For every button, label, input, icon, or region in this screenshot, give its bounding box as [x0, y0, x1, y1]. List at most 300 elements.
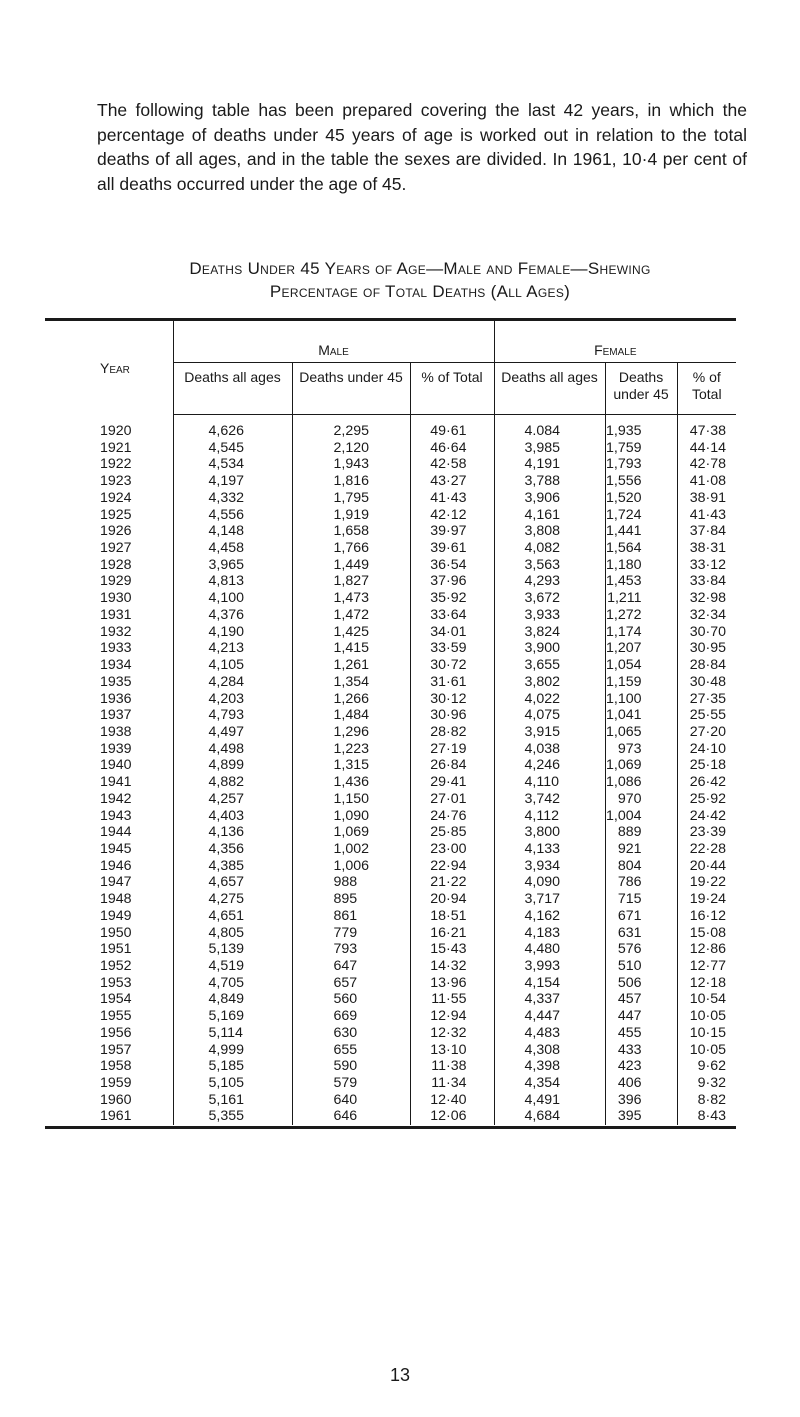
male-pct-total-cell: 27·19 [410, 741, 494, 758]
male-deaths-all-ages-cell: 4,376 [173, 607, 292, 624]
table-bottom-rule [45, 1126, 736, 1129]
male-deaths-under-45-cell: 988 [333, 874, 358, 891]
male-deaths-under-45-cell: 895 [333, 891, 358, 908]
male-pct-total-cell: 25·85 [410, 824, 494, 841]
female-pct-total-cell: 41·43 [677, 507, 736, 524]
male-deaths-under-45-cell: 646 [333, 1108, 358, 1125]
male-pct-total-cell: 28·82 [410, 724, 494, 741]
male-pct-total-cell: 42·58 [410, 456, 494, 473]
male-deaths-all-ages-cell: 4,813 [173, 573, 292, 590]
male-deaths-under-45-cell: 590 [333, 1058, 358, 1075]
male-deaths-under-45-cell: 2,120 [333, 439, 370, 456]
female-deaths-under-45-cell: 1,556 [606, 473, 642, 490]
year-cell: 1957 [45, 1042, 173, 1059]
female-pct-total-cell: 10·54 [677, 991, 736, 1008]
female-deaths-all-ages-cell: 3,563 [494, 557, 605, 574]
male-deaths-under-45-cell: 1,816 [333, 473, 370, 490]
header-female-deaths-all-ages: Deaths all ages [494, 363, 605, 415]
table-title-line-2: Percentage of Total Deaths (All Ages) [269, 282, 571, 301]
table-row [45, 707, 736, 724]
female-deaths-under-45-cell: 973 [617, 740, 642, 757]
table-title [50, 257, 790, 303]
female-deaths-under-45-cell: 1,759 [606, 439, 642, 456]
male-deaths-under-45-cell: 1,425 [333, 623, 370, 640]
female-deaths-under-45-cell: 1,159 [606, 673, 642, 690]
male-deaths-all-ages-cell: 4,257 [173, 791, 292, 808]
male-deaths-all-ages-cell: 4,284 [173, 674, 292, 691]
year-cell: 1958 [45, 1058, 173, 1075]
female-deaths-all-ages-cell: 3,655 [494, 657, 605, 674]
male-deaths-all-ages-cell: 4,190 [173, 624, 292, 641]
male-deaths-under-45-cell: 1,795 [333, 489, 370, 506]
table-row [45, 607, 736, 624]
female-pct-total-cell: 8·43 [677, 1108, 736, 1125]
table-row [45, 741, 736, 758]
female-pct-total-cell: 30·95 [677, 640, 736, 657]
header-year: Year [45, 321, 173, 415]
male-pct-total-cell: 11·38 [410, 1058, 494, 1075]
header-male-pct-total: % of Total [410, 363, 494, 415]
male-deaths-all-ages-cell: 4,356 [173, 841, 292, 858]
male-deaths-all-ages-cell: 4,497 [173, 724, 292, 741]
male-deaths-under-45-cell: 647 [333, 958, 358, 974]
year-cell: 1930 [45, 590, 173, 607]
female-pct-total-cell: 27·20 [677, 724, 736, 741]
female-deaths-under-45-cell: 671 [617, 907, 642, 924]
female-deaths-under-45-cell: 1,564 [606, 540, 642, 557]
year-cell: 1935 [45, 674, 173, 691]
table-row [45, 540, 736, 557]
male-deaths-under-45-cell: 1,658 [333, 523, 370, 540]
male-deaths-all-ages-cell: 5,169 [173, 1008, 292, 1025]
table-row [45, 490, 736, 507]
female-deaths-under-45-cell: 1,180 [606, 556, 642, 573]
female-deaths-all-ages-cell: 4,447 [494, 1008, 605, 1025]
male-deaths-all-ages-cell: 4,136 [173, 824, 292, 841]
male-deaths-under-45-cell: 1,484 [333, 707, 370, 724]
female-pct-total-cell: 9·32 [677, 1075, 736, 1092]
male-deaths-all-ages-cell: 4,403 [173, 808, 292, 825]
male-deaths-under-45-cell: 655 [333, 1041, 358, 1058]
male-deaths-all-ages-cell: 4,805 [173, 925, 292, 942]
male-deaths-all-ages-cell: 4,203 [173, 691, 292, 708]
male-deaths-under-45-cell: 861 [333, 907, 358, 924]
male-pct-total-cell: 14·32 [410, 958, 494, 975]
female-pct-total-cell: 12·86 [677, 941, 736, 958]
female-deaths-under-45-cell: 889 [617, 824, 642, 841]
male-pct-total-cell: 27·01 [410, 791, 494, 808]
male-pct-total-cell: 13·96 [410, 975, 494, 992]
female-deaths-all-ages-cell: 4.084 [494, 415, 605, 440]
female-pct-total-cell: 37·84 [677, 523, 736, 540]
male-deaths-under-45-cell: 1,827 [333, 573, 370, 590]
year-cell: 1953 [45, 975, 173, 992]
female-deaths-under-45-cell: 576 [617, 941, 642, 958]
male-deaths-all-ages-cell: 4,105 [173, 657, 292, 674]
female-pct-total-cell: 32·34 [677, 607, 736, 624]
male-deaths-under-45-cell: 640 [333, 1091, 358, 1108]
header-female-deaths-under-45: Deaths under 45 [605, 363, 677, 415]
female-deaths-under-45-cell: 1,086 [606, 774, 642, 791]
year-cell: 1929 [45, 573, 173, 590]
table-row [45, 858, 736, 875]
male-pct-total-cell: 36·54 [410, 557, 494, 574]
male-deaths-under-45-cell: 657 [333, 974, 358, 991]
male-deaths-all-ages-cell: 4,197 [173, 473, 292, 490]
female-deaths-all-ages-cell: 4,038 [494, 741, 605, 758]
female-pct-total-cell: 47·38 [677, 415, 736, 440]
male-pct-total-cell: 26·84 [410, 757, 494, 774]
female-deaths-all-ages-cell: 4,337 [494, 991, 605, 1008]
year-cell: 1937 [45, 707, 173, 724]
male-deaths-under-45-cell: 779 [333, 924, 358, 941]
male-deaths-all-ages-cell: 4,849 [173, 991, 292, 1008]
year-cell: 1945 [45, 841, 173, 858]
year-cell: 1948 [45, 891, 173, 908]
table-row [45, 1025, 736, 1042]
female-pct-total-cell: 32·98 [677, 590, 736, 607]
male-deaths-under-45-cell: 1,943 [333, 456, 370, 473]
female-deaths-under-45-cell: 455 [617, 1024, 642, 1041]
female-deaths-all-ages-cell: 3,824 [494, 624, 605, 641]
female-deaths-all-ages-cell: 3,800 [494, 824, 605, 841]
female-pct-total-cell: 10·15 [677, 1025, 736, 1042]
female-pct-total-cell: 22·28 [677, 841, 736, 858]
female-deaths-all-ages-cell: 3,900 [494, 640, 605, 657]
female-deaths-under-45-cell: 506 [617, 974, 642, 991]
female-deaths-under-45-cell: 1,211 [607, 590, 642, 607]
male-deaths-all-ages-cell: 4,651 [173, 908, 292, 925]
male-pct-total-cell: 20·94 [410, 891, 494, 908]
male-pct-total-cell: 12·06 [410, 1108, 494, 1125]
female-deaths-under-45-cell: 631 [617, 924, 642, 941]
male-deaths-all-ages-cell: 4,626 [173, 415, 292, 440]
male-deaths-under-45-cell: 1,919 [333, 506, 370, 523]
year-cell: 1955 [45, 1008, 173, 1025]
male-deaths-all-ages-cell: 4,793 [173, 707, 292, 724]
table-row [45, 824, 736, 841]
female-deaths-under-45-cell: 433 [617, 1041, 642, 1058]
year-cell: 1960 [45, 1092, 173, 1109]
year-cell: 1931 [45, 607, 173, 624]
male-deaths-all-ages-cell: 5,161 [173, 1092, 292, 1109]
male-pct-total-cell: 30·96 [410, 707, 494, 724]
year-cell: 1932 [45, 624, 173, 641]
male-pct-total-cell: 18·51 [410, 908, 494, 925]
female-pct-total-cell: 10·05 [677, 1042, 736, 1059]
male-deaths-under-45-cell: 560 [333, 991, 358, 1008]
male-deaths-all-ages-cell: 4,657 [173, 874, 292, 891]
male-deaths-under-45-cell: 1,473 [333, 590, 370, 607]
table-row [45, 440, 736, 457]
female-deaths-under-45-cell: 1,065 [606, 723, 642, 740]
female-deaths-under-45-cell: 1,069 [606, 757, 642, 774]
male-deaths-under-45-cell: 1,315 [333, 757, 370, 774]
male-deaths-all-ages-cell: 4,534 [173, 456, 292, 473]
male-deaths-all-ages-cell: 5,139 [173, 941, 292, 958]
male-pct-total-cell: 22·94 [410, 858, 494, 875]
table-row [45, 1092, 736, 1109]
female-pct-total-cell: 25·18 [677, 757, 736, 774]
year-cell: 1947 [45, 874, 173, 891]
female-pct-total-cell: 25·55 [677, 707, 736, 724]
year-cell: 1961 [45, 1108, 173, 1125]
male-pct-total-cell: 34·01 [410, 624, 494, 641]
male-deaths-under-45-cell: 1,261 [333, 657, 370, 674]
female-deaths-under-45-cell: 1,935 [606, 423, 642, 439]
female-deaths-under-45-cell: 1,793 [606, 456, 642, 473]
female-deaths-under-45-cell: 786 [617, 874, 642, 891]
year-cell: 1927 [45, 540, 173, 557]
female-deaths-all-ages-cell: 4,133 [494, 841, 605, 858]
table-title-line-1: Deaths Under 45 Years of Age—Male and Female—Shewing [189, 259, 651, 278]
male-deaths-under-45-cell: 1,766 [333, 540, 370, 557]
year-cell: 1941 [45, 774, 173, 791]
male-deaths-under-45-cell: 1,354 [333, 673, 370, 690]
male-pct-total-cell: 29·41 [410, 774, 494, 791]
male-pct-total-cell: 15·43 [410, 941, 494, 958]
header-female: Female [594, 342, 637, 358]
table-row [45, 1108, 736, 1125]
table-row [45, 1058, 736, 1075]
female-pct-total-cell: 10·05 [677, 1008, 736, 1025]
female-pct-total-cell: 20·44 [677, 858, 736, 875]
female-pct-total-cell: 27·35 [677, 691, 736, 708]
male-pct-total-cell: 35·92 [410, 590, 494, 607]
table-row [45, 657, 736, 674]
male-pct-total-cell: 16·21 [410, 925, 494, 942]
female-pct-total-cell: 16·12 [677, 908, 736, 925]
female-deaths-all-ages-cell: 4,075 [494, 707, 605, 724]
male-deaths-under-45-cell: 1,415 [333, 640, 370, 657]
table-row [45, 1075, 736, 1092]
table-row [45, 590, 736, 607]
male-deaths-all-ages-cell: 4,498 [173, 741, 292, 758]
male-pct-total-cell: 33·64 [410, 607, 494, 624]
male-deaths-under-45-cell: 2,295 [333, 423, 370, 439]
male-pct-total-cell: 39·97 [410, 523, 494, 540]
female-deaths-all-ages-cell: 3,993 [494, 958, 605, 975]
female-deaths-all-ages-cell: 4,491 [494, 1092, 605, 1109]
male-pct-total-cell: 11·55 [410, 991, 494, 1008]
female-deaths-under-45-cell: 395 [617, 1108, 642, 1125]
male-deaths-under-45-cell: 630 [333, 1024, 358, 1041]
table-row [45, 1042, 736, 1059]
table-row [45, 507, 736, 524]
table-row [45, 841, 736, 858]
female-deaths-all-ages-cell: 3,802 [494, 674, 605, 691]
male-deaths-all-ages-cell: 5,114 [173, 1025, 292, 1042]
male-pct-total-cell: 42·12 [410, 507, 494, 524]
year-cell: 1942 [45, 791, 173, 808]
female-pct-total-cell: 44·14 [677, 440, 736, 457]
header-female-pct-total: % of Total [677, 363, 736, 415]
table-row [45, 523, 736, 540]
female-deaths-all-ages-cell: 3,933 [494, 607, 605, 624]
year-cell: 1952 [45, 958, 173, 975]
female-deaths-all-ages-cell: 3,742 [494, 791, 605, 808]
female-deaths-all-ages-cell: 4,022 [494, 691, 605, 708]
year-cell: 1956 [45, 1025, 173, 1042]
female-deaths-under-45-cell: 1,272 [606, 606, 642, 623]
female-deaths-all-ages-cell: 4,308 [494, 1042, 605, 1059]
table-row [45, 1008, 736, 1025]
table-row [45, 456, 736, 473]
female-deaths-all-ages-cell: 4,354 [494, 1075, 605, 1092]
male-deaths-all-ages-cell: 4,519 [173, 958, 292, 975]
male-deaths-all-ages-cell: 5,355 [173, 1108, 292, 1125]
female-deaths-under-45-cell: 1,441 [606, 523, 642, 540]
male-pct-total-cell: 39·61 [410, 540, 494, 557]
year-cell: 1951 [45, 941, 173, 958]
year-cell: 1954 [45, 991, 173, 1008]
female-pct-total-cell: 12·18 [677, 975, 736, 992]
female-deaths-under-45-cell: 1,724 [606, 506, 642, 523]
female-deaths-under-45-cell: 1,004 [606, 807, 642, 824]
male-deaths-under-45-cell: 579 [333, 1075, 358, 1092]
female-pct-total-cell: 26·42 [677, 774, 736, 791]
female-deaths-all-ages-cell: 4,161 [494, 507, 605, 524]
male-pct-total-cell: 41·43 [410, 490, 494, 507]
year-cell: 1936 [45, 691, 173, 708]
female-pct-total-cell: 30·70 [677, 624, 736, 641]
female-deaths-all-ages-cell: 4,483 [494, 1025, 605, 1042]
female-deaths-under-45-cell: 396 [617, 1091, 642, 1108]
female-deaths-all-ages-cell: 4,112 [494, 808, 605, 825]
male-deaths-under-45-cell: 1,266 [333, 690, 370, 707]
year-cell: 1933 [45, 640, 173, 657]
table-row [45, 724, 736, 741]
female-deaths-all-ages-cell: 4,183 [494, 925, 605, 942]
male-deaths-under-45-cell: 793 [333, 941, 358, 958]
male-pct-total-cell: 30·72 [410, 657, 494, 674]
female-pct-total-cell: 33·12 [677, 557, 736, 574]
female-deaths-all-ages-cell: 3,915 [494, 724, 605, 741]
table-row [45, 674, 736, 691]
male-pct-total-cell: 23·00 [410, 841, 494, 858]
table-row [45, 941, 736, 958]
male-pct-total-cell: 31·61 [410, 674, 494, 691]
male-deaths-under-45-cell: 1,150 [333, 790, 370, 807]
male-deaths-all-ages-cell: 4,213 [173, 640, 292, 657]
table-row [45, 757, 736, 774]
table-row [45, 640, 736, 657]
male-deaths-all-ages-cell: 4,999 [173, 1042, 292, 1059]
male-pct-total-cell: 46·64 [410, 440, 494, 457]
year-cell: 1946 [45, 858, 173, 875]
male-deaths-all-ages-cell: 4,556 [173, 507, 292, 524]
male-pct-total-cell: 43·27 [410, 473, 494, 490]
header-male-deaths-all-ages: Deaths all ages [173, 363, 292, 415]
year-cell: 1950 [45, 925, 173, 942]
header-row-groups [45, 321, 736, 363]
female-deaths-under-45-cell: 406 [617, 1075, 642, 1092]
male-deaths-under-45-cell: 669 [333, 1008, 358, 1025]
female-pct-total-cell: 8·82 [677, 1092, 736, 1109]
female-deaths-all-ages-cell: 3,985 [494, 440, 605, 457]
male-deaths-under-45-cell: 1,296 [333, 723, 370, 740]
male-deaths-all-ages-cell: 4,385 [173, 858, 292, 875]
female-pct-total-cell: 38·91 [677, 490, 736, 507]
male-pct-total-cell: 12·94 [410, 1008, 494, 1025]
year-cell: 1922 [45, 456, 173, 473]
year-cell: 1939 [45, 741, 173, 758]
female-deaths-all-ages-cell: 3,934 [494, 858, 605, 875]
male-pct-total-cell: 49·61 [410, 415, 494, 440]
female-pct-total-cell: 19·22 [677, 874, 736, 891]
female-deaths-all-ages-cell: 4,246 [494, 757, 605, 774]
table-row [45, 891, 736, 908]
header-male-deaths-under-45: Deaths under 45 [292, 363, 410, 415]
female-pct-total-cell: 41·08 [677, 473, 736, 490]
male-deaths-all-ages-cell: 4,705 [173, 975, 292, 992]
female-deaths-under-45-cell: 921 [617, 840, 642, 857]
female-deaths-all-ages-cell: 4,398 [494, 1058, 605, 1075]
female-pct-total-cell: 33·84 [677, 573, 736, 590]
male-deaths-under-45-cell: 1,223 [333, 740, 370, 757]
female-deaths-all-ages-cell: 3,808 [494, 523, 605, 540]
male-deaths-under-45-cell: 1,090 [333, 807, 370, 824]
page-number: 13 [389, 1365, 411, 1385]
table-row [45, 874, 736, 891]
female-deaths-all-ages-cell: 3,906 [494, 490, 605, 507]
female-pct-total-cell: 12·77 [677, 958, 736, 975]
female-deaths-under-45-cell: 1,100 [606, 690, 642, 707]
table-row [45, 473, 736, 490]
female-pct-total-cell: 24·42 [677, 808, 736, 825]
male-pct-total-cell: 30·12 [410, 691, 494, 708]
year-cell: 1944 [45, 824, 173, 841]
female-pct-total-cell: 24·10 [677, 741, 736, 758]
table-row [45, 808, 736, 825]
male-deaths-all-ages-cell: 4,899 [173, 757, 292, 774]
female-deaths-under-45-cell: 457 [617, 991, 642, 1008]
year-cell: 1928 [45, 557, 173, 574]
year-cell: 1959 [45, 1075, 173, 1092]
year-cell: 1925 [45, 507, 173, 524]
year-cell: 1924 [45, 490, 173, 507]
table-row [45, 925, 736, 942]
year-cell: 1934 [45, 657, 173, 674]
female-pct-total-cell: 38·31 [677, 540, 736, 557]
table-row [45, 557, 736, 574]
male-pct-total-cell: 13·10 [410, 1042, 494, 1059]
female-deaths-all-ages-cell: 4,082 [494, 540, 605, 557]
male-deaths-all-ages-cell: 5,185 [173, 1058, 292, 1075]
male-pct-total-cell: 12·40 [410, 1092, 494, 1109]
female-deaths-all-ages-cell: 4,110 [494, 774, 605, 791]
female-deaths-all-ages-cell: 4,684 [494, 1108, 605, 1125]
female-deaths-under-45-cell: 970 [617, 790, 642, 807]
table-row [45, 774, 736, 791]
table-row [45, 908, 736, 925]
male-deaths-all-ages-cell: 5,105 [173, 1075, 292, 1092]
male-deaths-under-45-cell: 1,449 [333, 556, 370, 573]
female-deaths-all-ages-cell: 4,090 [494, 874, 605, 891]
male-pct-total-cell: 37·96 [410, 573, 494, 590]
female-deaths-all-ages-cell: 3,672 [494, 590, 605, 607]
female-deaths-under-45-cell: 804 [617, 857, 642, 874]
deaths-table [45, 321, 736, 1125]
female-deaths-all-ages-cell: 3,717 [494, 891, 605, 908]
year-cell: 1921 [45, 440, 173, 457]
female-deaths-under-45-cell: 447 [617, 1008, 642, 1025]
male-deaths-all-ages-cell: 4,882 [173, 774, 292, 791]
table-row [45, 415, 736, 440]
female-deaths-all-ages-cell: 4,191 [494, 456, 605, 473]
male-deaths-under-45-cell: 1,436 [333, 774, 370, 791]
male-deaths-all-ages-cell: 4,458 [173, 540, 292, 557]
